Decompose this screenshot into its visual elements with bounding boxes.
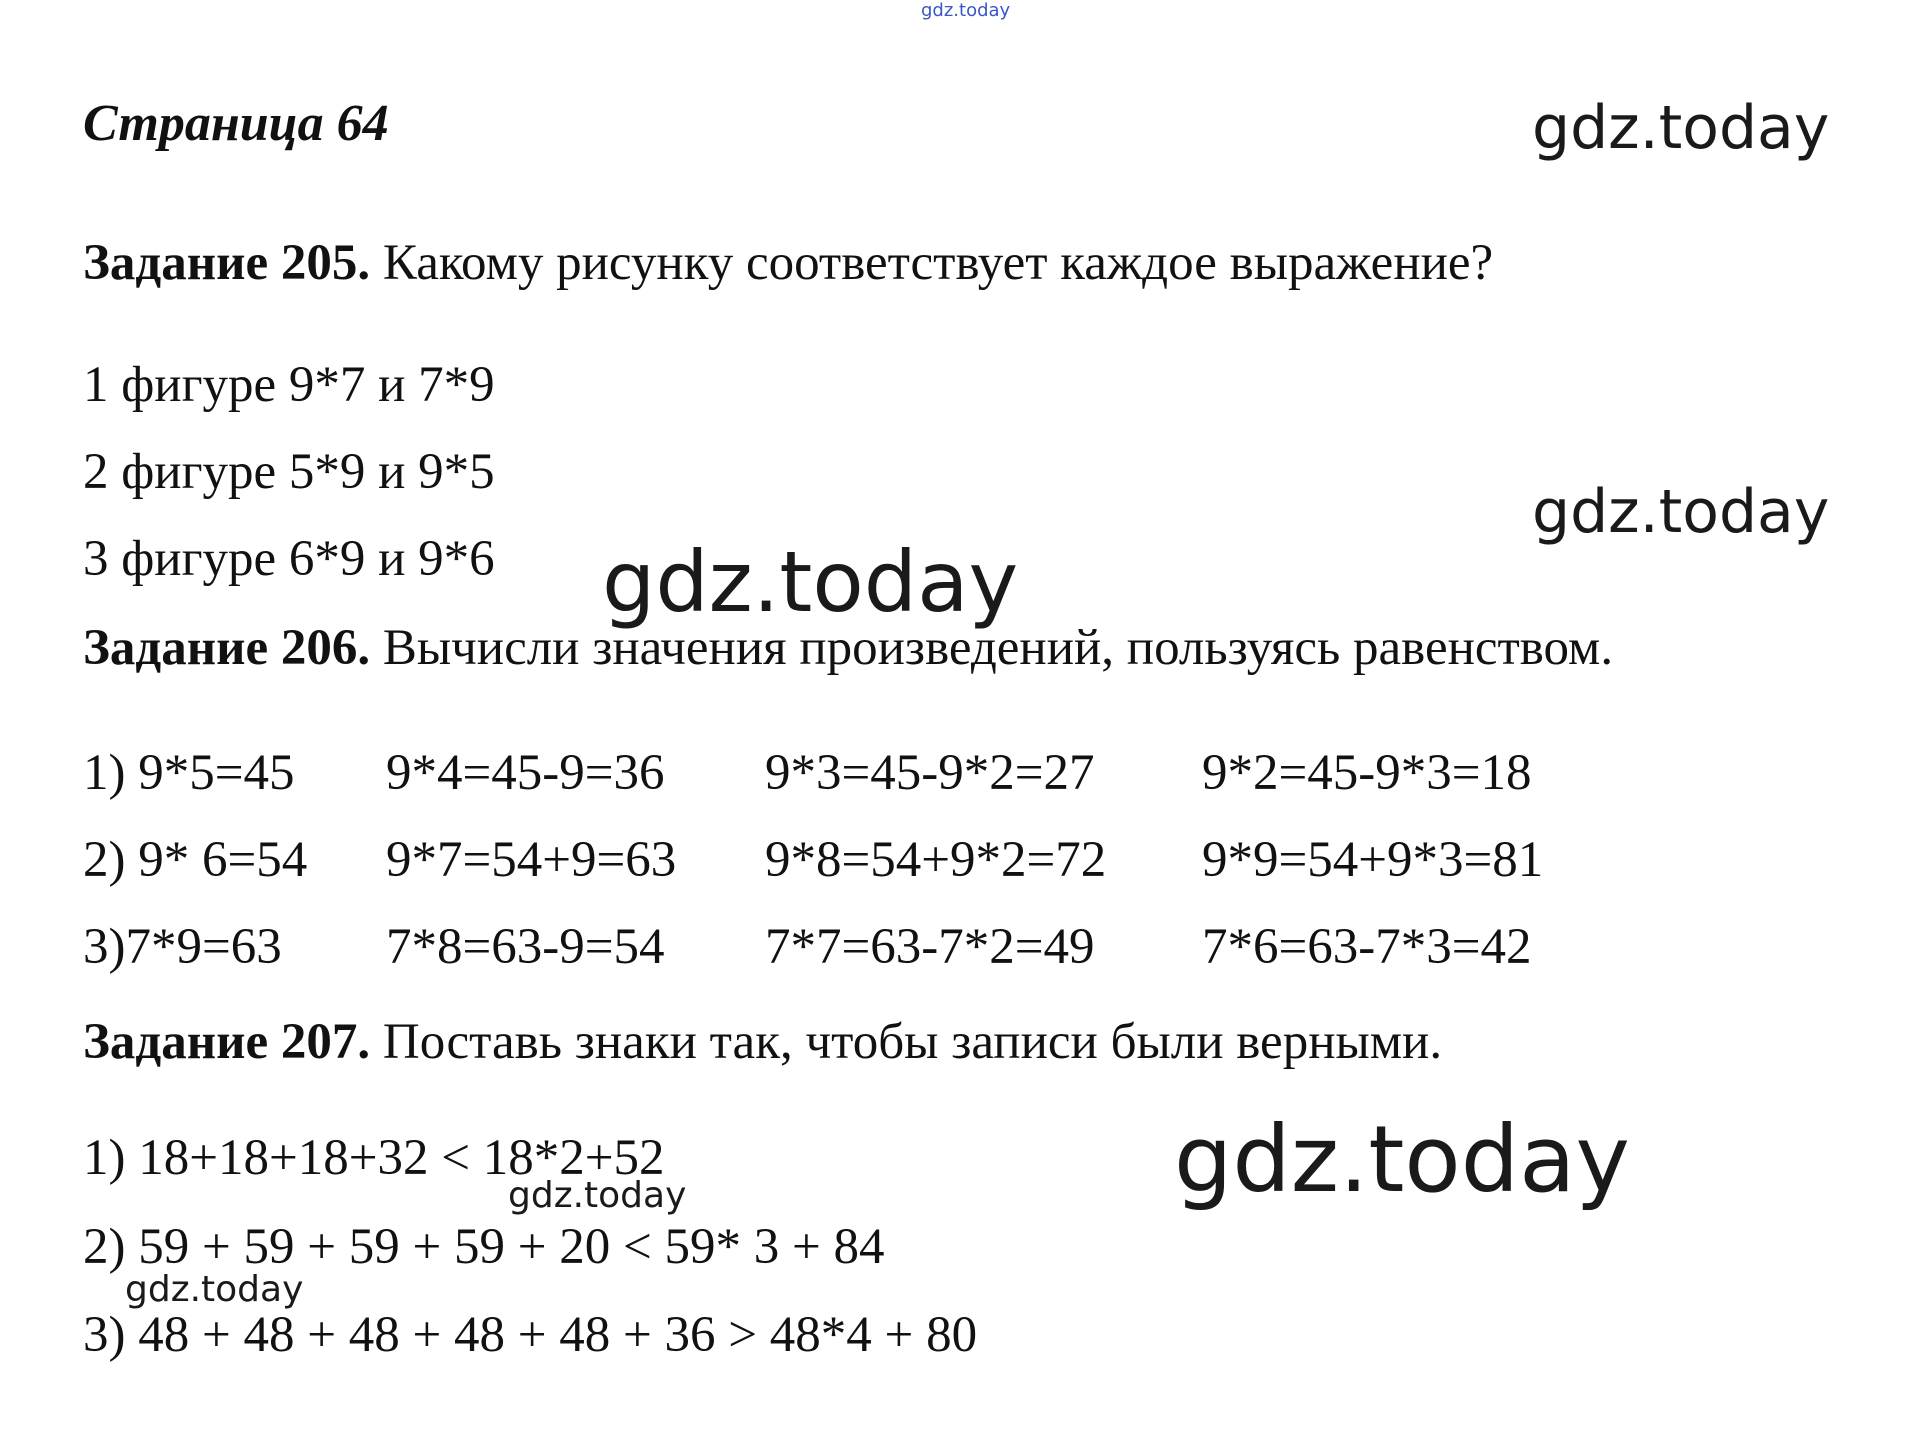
task-207-label: Задание 207. <box>83 1014 371 1070</box>
task-206-label: Задание 206. <box>83 620 371 676</box>
task-206-cell: 9*3=45-9*2=27 <box>765 745 1095 801</box>
task-205-answer-2: 2 фигуре 5*9 и 9*5 <box>83 444 495 500</box>
task-206-cell: 3)7*9=63 <box>83 919 282 975</box>
watermark-right-upper: gdz.today <box>1532 93 1830 163</box>
task-206-cell: 9*9=54+9*3=81 <box>1202 832 1544 888</box>
watermark-right-middle: gdz.today <box>1532 477 1830 547</box>
task-205-answer-1: 1 фигуре 9*7 и 7*9 <box>83 357 495 413</box>
task-205-prompt: Какому рисунку соответствует каждое выражение? <box>370 235 1494 291</box>
watermark-small-lower-1: gdz.today <box>508 1175 687 1216</box>
watermark-top: gdz.today <box>921 0 1011 21</box>
task-207-answer-2: 2) 59 + 59 + 59 + 59 + 20 < 59* 3 + 84 <box>83 1219 885 1275</box>
task-207-prompt: Поставь знаки так, чтобы записи были верными. <box>370 1014 1443 1070</box>
task-207-heading <box>83 1014 1443 1070</box>
watermark-right-lower: gdz.today <box>1174 1106 1630 1213</box>
task-206-prompt: Вычисли значения произведений, пользуясь равенством. <box>370 620 1614 676</box>
watermark-center-large: gdz.today <box>602 533 1019 631</box>
task-207-answer-3: 3) 48 + 48 + 48 + 48 + 48 + 36 > 48*4 + 80 <box>83 1307 978 1363</box>
task-205-label: Задание 205. <box>83 235 371 291</box>
task-206-cell: 2) 9* 6=54 <box>83 832 308 888</box>
task-206-cell: 7*6=63-7*3=42 <box>1202 919 1532 975</box>
watermark-small-lower-2: gdz.today <box>125 1269 304 1310</box>
task-207-answer-1: 1) 18+18+18+32 < 18*2+52 <box>83 1130 665 1186</box>
task-206-cell: 9*8=54+9*2=72 <box>765 832 1107 888</box>
task-206-cell: 7*8=63-9=54 <box>386 919 665 975</box>
task-205-heading <box>83 235 1494 291</box>
task-205-answer-3: 3 фигуре 6*9 и 9*6 <box>83 531 495 587</box>
task-206-cell: 1) 9*5=45 <box>83 745 295 801</box>
task-206-cell: 9*4=45-9=36 <box>386 745 665 801</box>
task-206-cell: 9*7=54+9=63 <box>386 832 677 888</box>
task-206-cell: 7*7=63-7*2=49 <box>765 919 1095 975</box>
task-206-cell: 9*2=45-9*3=18 <box>1202 745 1532 801</box>
page-title: Страница 64 <box>83 95 389 152</box>
